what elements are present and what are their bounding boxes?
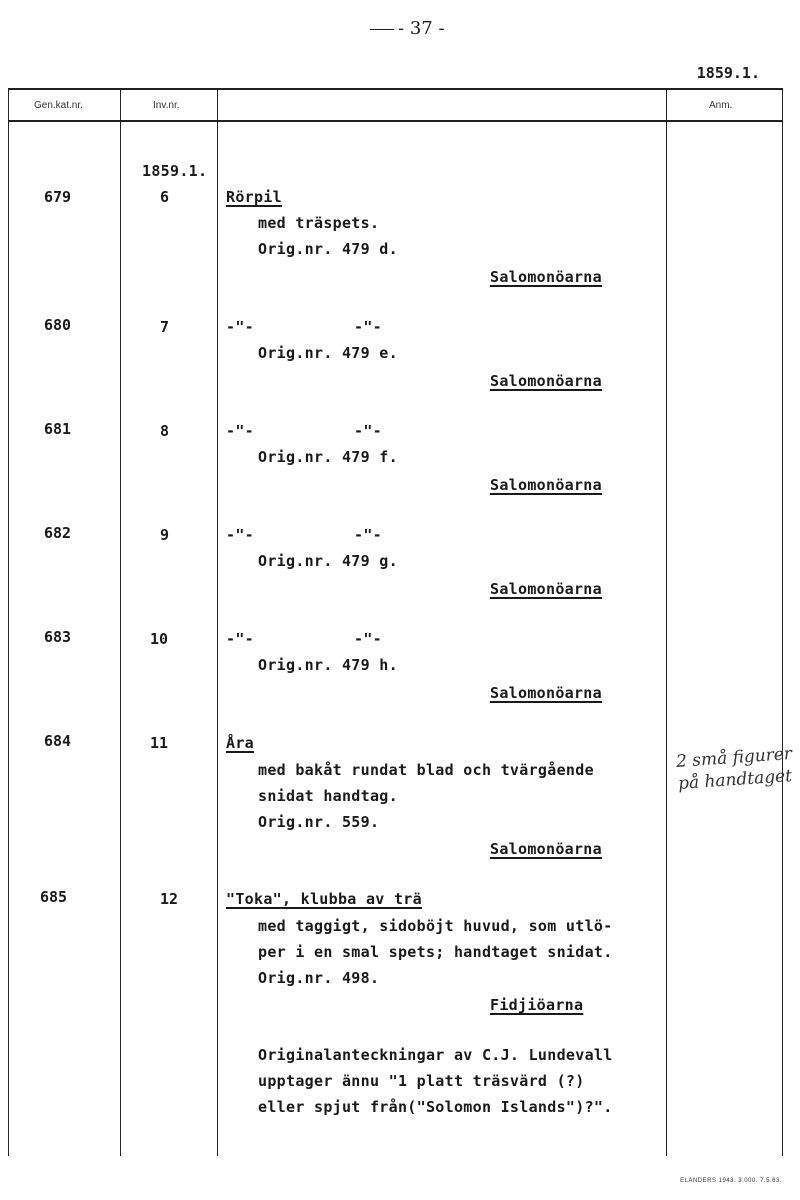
inv-number: 11 <box>150 734 169 752</box>
gen-number: 679 <box>44 188 72 206</box>
inv-prefix: 1859.1. <box>142 162 208 180</box>
entry-description: med bakåt rundat blad och tvärgående <box>258 761 594 779</box>
entry-description: med taggigt, sidoböjt huvud, som utlö- <box>258 917 613 935</box>
handwritten-annotation: på handtaget <box>677 766 793 794</box>
handwritten-annotation: 2 små figurer <box>675 743 793 773</box>
column-divider-anm <box>666 88 667 1156</box>
entry-place: Fidjiöarna <box>490 996 584 1014</box>
entry-orig-number: Orig.nr. 498. <box>258 969 380 987</box>
entry-orig-number: Orig.nr. 479 f. <box>258 448 398 466</box>
entry-title: Rörpil <box>226 188 282 206</box>
gen-number: 680 <box>44 316 72 334</box>
entry-description: med träspets. <box>258 214 380 232</box>
inv-number: 9 <box>160 526 170 544</box>
inv-number: 7 <box>160 318 170 336</box>
entry-description: snidat handtag. <box>258 787 398 805</box>
entry-orig-number: Orig.nr. 479 e. <box>258 344 398 362</box>
note-line: Originalanteckningar av C.J. Lundevall <box>258 1046 613 1064</box>
column-header-gen: Gen.kat.nr. <box>34 100 83 111</box>
column-header-anm: Anm. <box>709 100 733 111</box>
entry-orig-number: Orig.nr. 479 g. <box>258 552 398 570</box>
entry-place: Salomonöarna <box>490 840 602 858</box>
printer-footer: ELANDERS 1943. 3.000. 7.5.63. <box>680 1178 782 1184</box>
entry-orig-number: Orig.nr. 559. <box>258 813 380 831</box>
entry-title: "Toka", klubba av trä <box>226 890 422 908</box>
table-right-border <box>782 88 783 1156</box>
ditto-mark: -"- <box>354 630 382 648</box>
gen-number: 683 <box>44 628 72 646</box>
entry-title: Åra <box>226 734 254 752</box>
column-header-inv: Inv.nr. <box>153 100 180 111</box>
note-line: upptager ännu "1 platt träsvärd (?) <box>258 1072 585 1090</box>
entry-place: Salomonöarna <box>490 684 602 702</box>
entry-place: Salomonöarna <box>490 580 602 598</box>
ditto-mark: -"- <box>354 422 382 440</box>
inv-number: 6 <box>160 188 170 206</box>
entry-description: per i en smal spets; handtaget snidat. <box>258 943 613 961</box>
gen-number: 682 <box>44 524 72 542</box>
column-divider-gen <box>120 88 121 1156</box>
ditto-mark: -"- <box>226 318 254 336</box>
entry-orig-number: Orig.nr. 479 h. <box>258 656 398 674</box>
ditto-mark: -"- <box>354 526 382 544</box>
ditto-mark: -"- <box>226 630 254 648</box>
column-divider-inv <box>217 88 218 1156</box>
accession-reference: 1859.1. <box>696 64 760 82</box>
ditto-mark: -"- <box>226 422 254 440</box>
inv-number: 8 <box>160 422 170 440</box>
inv-number: 10 <box>150 630 169 648</box>
gen-number: 685 <box>40 888 68 906</box>
ditto-mark: -"- <box>354 318 382 336</box>
ditto-mark: -"- <box>226 526 254 544</box>
page-number: - 37 - <box>370 18 445 39</box>
gen-number: 684 <box>44 732 72 750</box>
entry-orig-number: Orig.nr. 479 d. <box>258 240 398 258</box>
gen-number: 681 <box>44 420 72 438</box>
note-line: eller spjut från("Solomon Islands")?". <box>258 1098 613 1116</box>
inv-number: 12 <box>160 890 179 908</box>
entry-place: Salomonöarna <box>490 476 602 494</box>
entry-place: Salomonöarna <box>490 268 602 286</box>
table-left-border <box>8 88 9 1156</box>
entry-place: Salomonöarna <box>490 372 602 390</box>
